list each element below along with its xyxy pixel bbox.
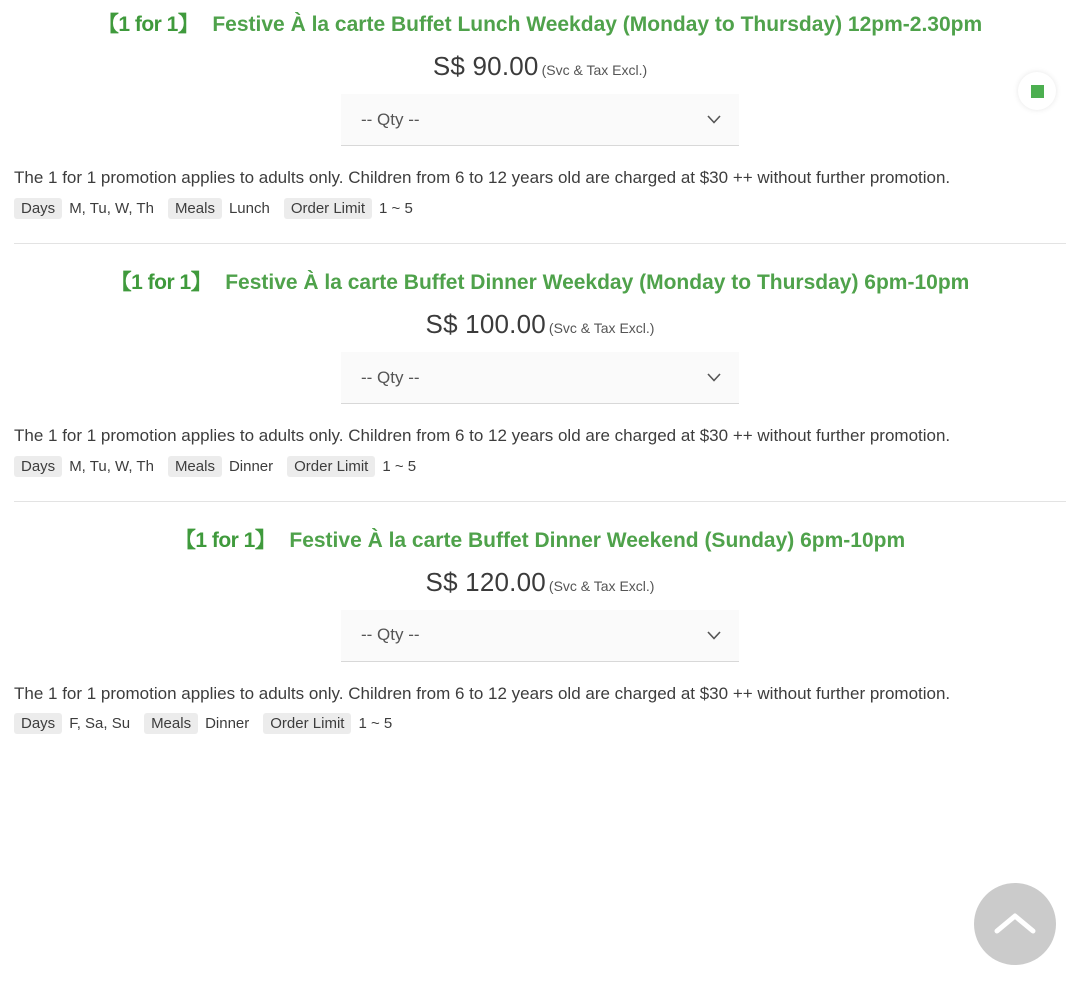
order-limit-value: 1 ~ 5	[379, 199, 413, 217]
qty-wrap	[14, 94, 1066, 146]
promo-tag: 【1 for 1】	[110, 270, 212, 294]
qty-wrap	[14, 352, 1066, 404]
product-meta	[14, 456, 1066, 477]
product-title-text: Festive À la carte Buffet Dinner Weekend (Sunday) 6pm-10pm	[289, 528, 906, 552]
chevron-down-icon	[707, 373, 721, 382]
qty-select-value: -- Qty --	[361, 367, 420, 387]
price-note: (Svc & Tax Excl.)	[548, 320, 655, 337]
meals-value: Dinner	[228, 457, 274, 475]
chevron-down-icon	[707, 115, 721, 124]
qty-select[interactable]	[341, 610, 739, 662]
price-row	[14, 51, 1066, 82]
meals-label: Meals	[168, 456, 222, 477]
promo-tag: 【1 for 1】	[174, 528, 276, 552]
promo-tag: 【1 for 1】	[97, 13, 199, 36]
product-meta	[14, 198, 1066, 219]
product-title	[14, 12, 1066, 37]
order-limit-value: 1 ~ 5	[382, 457, 417, 475]
product-item	[0, 244, 1080, 477]
green-square-icon	[1031, 85, 1044, 98]
chevron-down-icon	[707, 631, 721, 640]
days-label: Days	[14, 456, 62, 477]
order-limit-value: 1 ~ 5	[358, 715, 393, 733]
order-limit-label: Order Limit	[284, 198, 372, 219]
price-row	[14, 567, 1066, 598]
price-note: (Svc & Tax Excl.)	[541, 62, 648, 79]
qty-select[interactable]	[341, 94, 739, 146]
price-value: S$ 90.00	[432, 51, 539, 82]
chevron-up-icon	[993, 910, 1037, 938]
status-indicator-button[interactable]	[1018, 72, 1056, 110]
product-item	[0, 0, 1080, 219]
price-note: (Svc & Tax Excl.)	[548, 577, 655, 594]
product-description: The 1 for 1 promotion applies to adults only. Children from 6 to 12 years old are charged at $30 ++ without further promotion.	[14, 426, 951, 446]
meals-label: Meals	[168, 198, 222, 219]
product-title	[14, 270, 1066, 295]
scroll-to-top-button[interactable]	[974, 883, 1056, 965]
product-item	[0, 502, 1080, 735]
price-row	[14, 309, 1066, 340]
price-value: S$ 120.00	[425, 566, 546, 597]
product-title-text: Festive À la carte Buffet Dinner Weekday (Monday to Thursday) 6pm-10pm	[225, 270, 970, 294]
days-value: M, Tu, W, Th	[69, 457, 154, 475]
product-title-text: Festive À la carte Buffet Lunch Weekday (Monday to Thursday) 12pm-2.30pm	[212, 13, 983, 36]
product-meta	[14, 713, 1066, 734]
price-value: S$ 100.00	[425, 309, 546, 340]
meals-label: Meals	[144, 713, 198, 734]
qty-wrap	[14, 610, 1066, 662]
days-label: Days	[14, 713, 62, 734]
product-description: The 1 for 1 promotion applies to adults only. Children from 6 to 12 years old are charged at $30 ++ without further promotion.	[14, 168, 951, 188]
days-value: M, Tu, W, Th	[69, 199, 154, 217]
order-limit-label: Order Limit	[263, 713, 351, 734]
product-description: The 1 for 1 promotion applies to adults only. Children from 6 to 12 years old are charged at $30 ++ without further promotion.	[14, 683, 951, 703]
meals-value: Lunch	[228, 199, 270, 217]
meals-value: Dinner	[205, 715, 250, 733]
qty-select-value: -- Qty --	[361, 625, 420, 645]
qty-select[interactable]	[341, 352, 739, 404]
days-value: F, Sa, Su	[69, 715, 131, 733]
days-label: Days	[14, 198, 62, 219]
order-limit-label: Order Limit	[287, 456, 375, 477]
qty-select-value: -- Qty --	[361, 109, 420, 129]
product-title	[14, 528, 1066, 553]
